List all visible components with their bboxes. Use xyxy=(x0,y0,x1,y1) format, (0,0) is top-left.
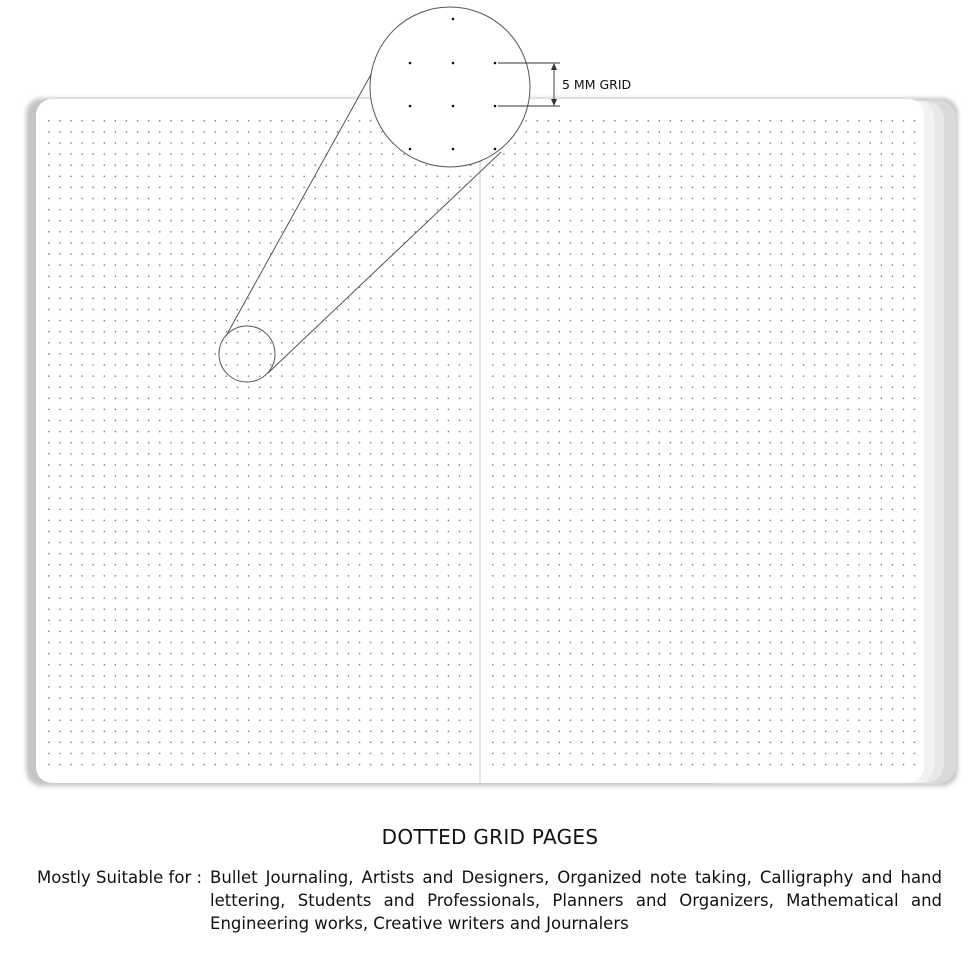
suitable-for-label: Mostly Suitable for : xyxy=(37,868,203,887)
zoom-lens-circle xyxy=(370,7,530,167)
right-page-dot-grid xyxy=(490,118,916,768)
page-heading: DOTTED GRID PAGES xyxy=(381,825,599,849)
suitable-for-section xyxy=(37,866,942,935)
grid-size-label: 5 MM GRID xyxy=(562,77,632,92)
left-page-dot-grid xyxy=(46,118,474,768)
suitable-for-text: Bullet Journaling, Artists and Designers, Organized note taking, Calligraphy and hand lettering, Students and Professionals, Planners and Organizers, Mathematical and Engineering works, Creative writers and Journalers xyxy=(210,868,942,933)
